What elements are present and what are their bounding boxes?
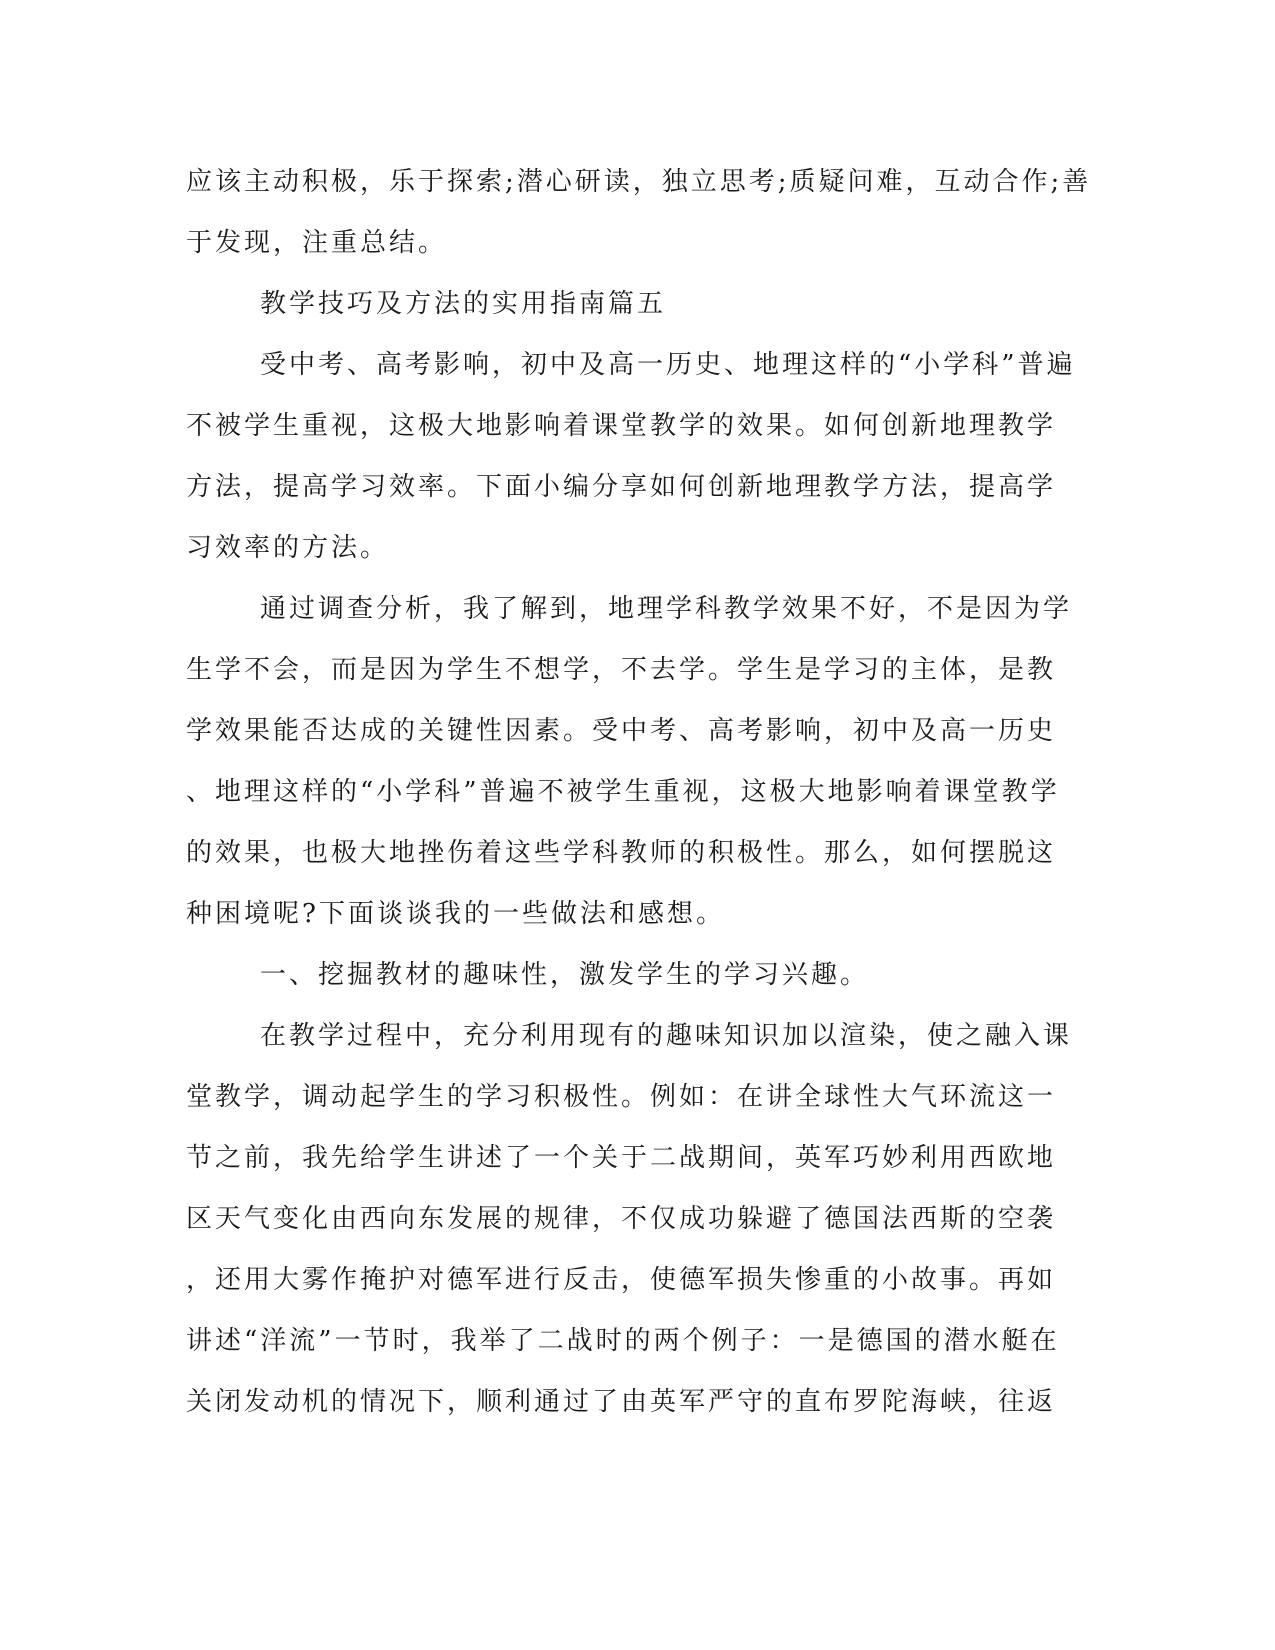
paragraph-start: 通过调查分析，我了解到，地理学科教学效果不好，不是因为学 <box>260 594 1073 624</box>
subsection-heading: 一、挖掘教材的趣味性，激发学生的学习兴趣。 <box>260 960 870 990</box>
text-line: 关闭发动机的情况下，顺利通过了由英军严守的直布罗陀海峡，往返 <box>186 1387 1057 1417</box>
text-line: 学效果能否达成的关键性因素。受中考、高考影响，初中及高一历史 <box>186 716 1057 746</box>
paragraph-start: 在教学过程中，充分利用现有的趣味知识加以渲染，使之融入课 <box>260 1021 1073 1051</box>
paragraph-start: 受中考、高考影响，初中及高一历史、地理这样的“小学科”普遍 <box>260 350 1076 380</box>
section-heading: 教学技巧及方法的实用指南篇五 <box>260 289 667 319</box>
text-line: 种困境呢?下面谈谈我的一些做法和感想。 <box>186 899 725 929</box>
text-line: 方法，提高学习效率。下面小编分享如何创新地理教学方法，提高学 <box>186 472 1057 502</box>
text-line: 讲述“洋流”一节时，我举了二战时的两个例子：一是德国的潜水艇在 <box>186 1326 1060 1356</box>
text-line: 习效率的方法。 <box>186 533 390 563</box>
text-line: ，还用大雾作掩护对德军进行反击，使德军损失惨重的小故事。再如 <box>186 1265 1057 1295</box>
document-body <box>186 162 1092 1443</box>
text-line: 堂教学，调动起学生的学习积极性。例如：在讲全球性大气环流这一 <box>186 1082 1057 1112</box>
text-line: 区天气变化由西向东发展的规律，不仅成功躲避了德国法西斯的空袭 <box>186 1204 1057 1234</box>
text-line: 、地理这样的“小学科”普遍不被学生重视，这极大地影响着课堂教学 <box>186 777 1060 807</box>
text-line: 不被学生重视，这极大地影响着课堂教学的效果。如何创新地理教学 <box>186 411 1057 441</box>
text-line: 的效果，也极大地挫伤着这些学科教师的积极性。那么，如何摆脱这 <box>186 838 1057 868</box>
text-line: 节之前，我先给学生讲述了一个关于二战期间，英军巧妙利用西欧地 <box>186 1143 1057 1173</box>
text-line: 于发现，注重总结。 <box>186 228 448 258</box>
text-line: 生学不会，而是因为学生不想学，不去学。学生是学习的主体，是教 <box>186 655 1057 685</box>
text-line: 应该主动积极，乐于探索;潜心研读，独立思考;质疑问难，互动合作;善 <box>186 167 1092 197</box>
